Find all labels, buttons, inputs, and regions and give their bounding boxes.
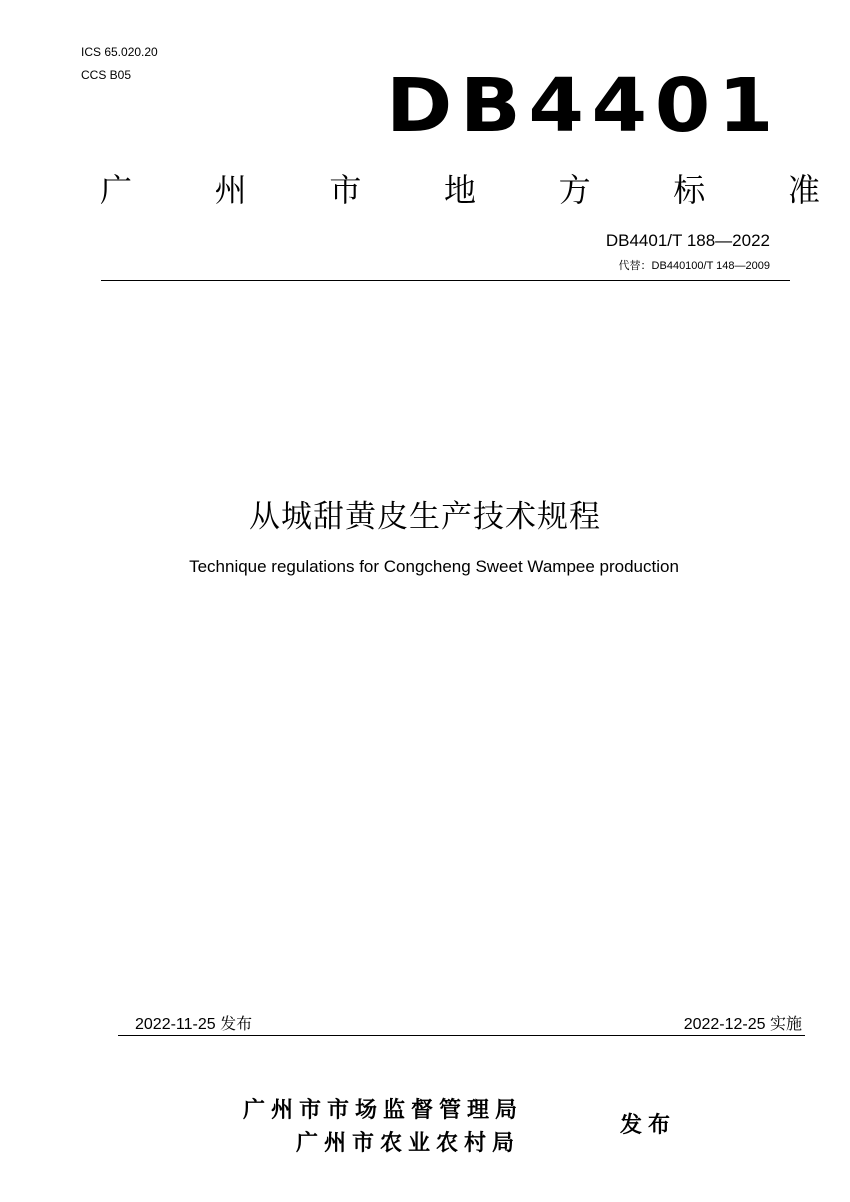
standard-type-char: 州 xyxy=(214,171,247,209)
standard-type-char: 市 xyxy=(329,171,362,209)
publish-date: 2022-11-25 发布 xyxy=(135,1016,253,1033)
document-title-chinese: 从城甜黄皮生产技术规程 xyxy=(249,499,601,535)
issue-label: 发布 xyxy=(620,1113,677,1138)
ics-code: ICS 65.020.20 xyxy=(81,45,158,59)
standard-number: DB4401/T 188—2022 xyxy=(605,231,770,250)
standard-code-heading: DB4401 xyxy=(386,63,782,149)
implement-date: 2022-12-25 实施 xyxy=(683,1016,802,1033)
standard-type-char: 地 xyxy=(443,171,476,209)
standard-type-char: 广 xyxy=(100,171,133,209)
standard-type-char: 准 xyxy=(787,171,820,209)
footer-divider xyxy=(118,1035,805,1036)
ccs-code: CCS B05 xyxy=(81,68,132,82)
issuer-market-regulation: 广州市市场监督管理局 xyxy=(243,1098,524,1123)
issuer-agriculture: 广州市农业农村局 xyxy=(296,1131,521,1156)
replaces-note: 代替：DB440100/T 148—2009 xyxy=(618,260,770,272)
standard-type-heading xyxy=(100,169,820,211)
standard-type-char: 方 xyxy=(558,171,591,209)
header-divider xyxy=(101,280,790,281)
standard-type-char: 标 xyxy=(673,171,706,209)
document-title-english: Technique regulations for Congcheng Sweet Wampee production xyxy=(189,557,679,576)
